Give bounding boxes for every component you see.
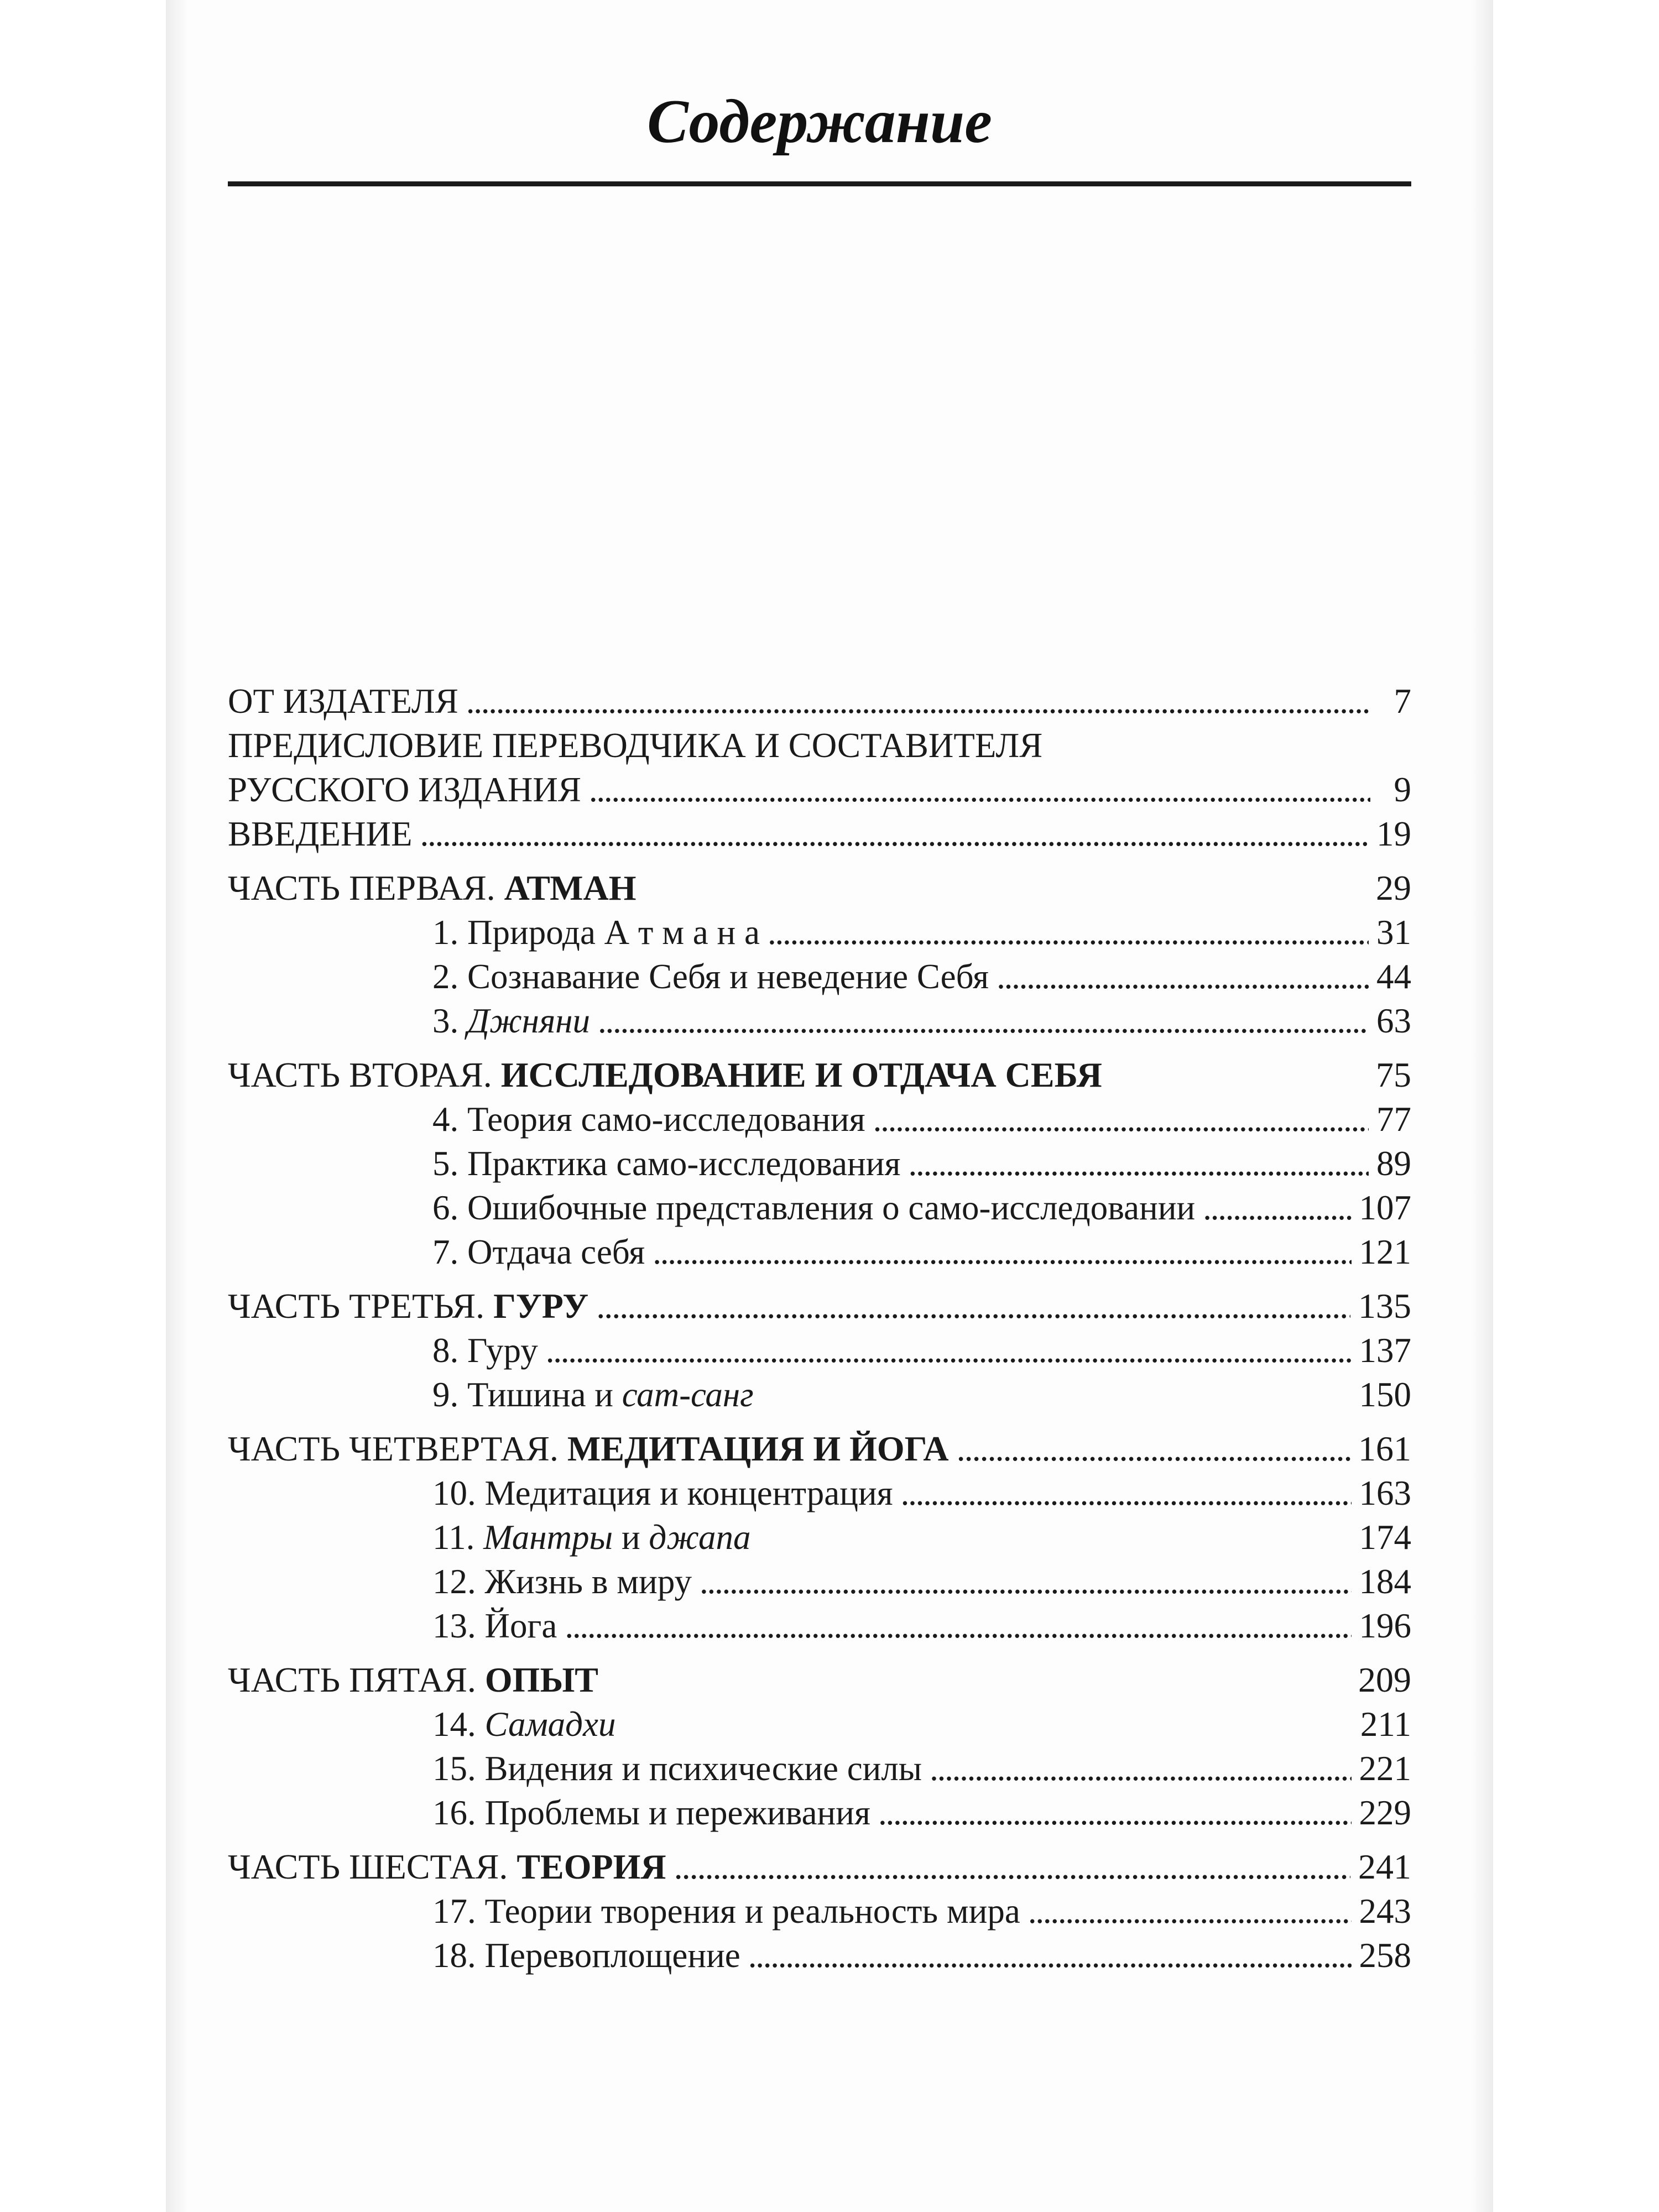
toc-entry-introduction[interactable]	[228, 812, 1411, 856]
toc-page-number: 7	[1394, 682, 1411, 721]
toc-chapter-label: 4. Теория само-исследования	[432, 1100, 865, 1139]
toc-page-number: 163	[1359, 1474, 1411, 1512]
toc-chapter[interactable]	[228, 1097, 1411, 1141]
chapter-number: 14.	[432, 1705, 485, 1744]
toc-chapter-label: 12. Жизнь в миру	[432, 1562, 692, 1601]
toc-page-number: 135	[1358, 1286, 1411, 1326]
toc-chapter[interactable]	[228, 1328, 1411, 1373]
part-name: МЕДИТАЦИЯ И ЙОГА	[567, 1429, 949, 1468]
page-title: Содержание	[647, 87, 992, 156]
toc-part-label	[228, 1845, 666, 1889]
chapter-number: 3.	[432, 1001, 467, 1040]
leader-dots	[674, 1845, 1350, 1889]
toc-page-number: 137	[1359, 1331, 1411, 1370]
leader-dots	[700, 1559, 1352, 1604]
toc-chapter[interactable]	[228, 1230, 1411, 1274]
toc-chapter-label: 5. Практика само-исследования	[432, 1144, 901, 1183]
section-gap	[228, 1835, 1411, 1845]
chapter-title-italic: Мантры	[483, 1518, 613, 1557]
toc-chapter-label: 18. Перевоплощение	[432, 1936, 740, 1975]
part-name: ОПЫТ	[484, 1660, 598, 1699]
toc-chapter[interactable]	[228, 1515, 1411, 1559]
chapter-title-italic: сат-санг	[622, 1375, 754, 1414]
chapter-title-italic: Самадхи	[484, 1705, 616, 1744]
toc-page-number: 89	[1376, 1144, 1411, 1183]
toc-chapter[interactable]	[228, 1559, 1411, 1604]
toc-chapter-label: 16. Проблемы и переживания	[432, 1793, 870, 1832]
toc-chapter-label	[432, 999, 590, 1043]
toc-page-number: 196	[1359, 1606, 1411, 1645]
toc-chapter-label	[432, 1515, 751, 1559]
toc-page-number: 221	[1359, 1749, 1411, 1788]
section-gap	[228, 856, 1411, 866]
chapter-number: 9. Тишина и	[432, 1375, 622, 1414]
leader-dots	[598, 999, 1369, 1043]
leader-dots	[748, 1933, 1352, 1978]
title-rule	[228, 181, 1411, 186]
toc-part-2[interactable]	[228, 1053, 1411, 1097]
toc-part-label	[228, 1053, 1102, 1097]
section-gap	[228, 1043, 1411, 1053]
toc-page-number: 77	[1376, 1100, 1411, 1139]
table-of-contents	[228, 679, 1411, 1978]
toc-page-number: 209	[1358, 1660, 1411, 1699]
part-prefix: ЧАСТЬ ТРЕТЬЯ.	[228, 1286, 494, 1326]
toc-page-number: 161	[1358, 1429, 1411, 1468]
part-name: АТМАН	[504, 868, 637, 907]
page-edge-shadow-left	[166, 0, 188, 2212]
toc-part-1[interactable]	[228, 866, 1411, 910]
toc-page-number: 211	[1360, 1705, 1411, 1744]
toc-entry-label: ОТ ИЗДАТЕЛЯ	[228, 682, 458, 721]
toc-page-number: 44	[1376, 957, 1411, 996]
toc-chapter-label: 1. Природа А т м а н а	[432, 913, 760, 952]
toc-chapter[interactable]	[228, 999, 1411, 1043]
chapter-title-italic: Джняни	[467, 1001, 590, 1040]
toc-page-number: 63	[1376, 1001, 1411, 1040]
page-edge-shadow-right	[1471, 0, 1493, 2212]
leader-dots	[466, 679, 1370, 723]
toc-page-number: 243	[1359, 1892, 1411, 1931]
leader-dots	[653, 1230, 1351, 1274]
part-prefix: ЧАСТЬ ПЯТАЯ.	[228, 1660, 485, 1699]
toc-part-label	[228, 866, 636, 910]
toc-chapter[interactable]	[228, 1471, 1411, 1515]
toc-part-label	[228, 1284, 588, 1328]
leader-dots	[565, 1604, 1351, 1648]
toc-part-6[interactable]	[228, 1845, 1411, 1889]
toc-entry-label: ВВЕДЕНИЕ	[228, 815, 413, 853]
part-prefix: ЧАСТЬ ПЕРВАЯ.	[228, 868, 504, 907]
toc-page-number: 150	[1359, 1375, 1411, 1414]
part-prefix: ЧАСТЬ ВТОРАЯ.	[228, 1055, 501, 1094]
toc-entry-label: ПРЕДИСЛОВИЕ ПЕРЕВОДЧИКА И СОСТАВИТЕЛЯ	[228, 726, 1043, 765]
leader-dots	[1028, 1889, 1352, 1933]
toc-chapter-label	[432, 1702, 616, 1746]
part-prefix: ЧАСТЬ ШЕСТАЯ.	[228, 1847, 517, 1886]
section-gap	[228, 1274, 1411, 1284]
toc-chapter[interactable]	[228, 1933, 1411, 1978]
toc-chapter-label: 15. Видения и психические силы	[432, 1749, 922, 1788]
leader-dots	[596, 1284, 1350, 1328]
toc-page-number: 241	[1358, 1847, 1411, 1886]
part-name: ИССЛЕДОВАНИЕ И ОТДАЧА СЕБЯ	[500, 1055, 1102, 1094]
toc-chapter[interactable]	[228, 954, 1411, 999]
toc-chapter-label	[432, 1373, 754, 1417]
toc-chapter[interactable]	[228, 1791, 1411, 1835]
toc-chapter-label: 10. Медитация и концентрация	[432, 1474, 893, 1512]
toc-part-label	[228, 1658, 598, 1702]
toc-chapter[interactable]	[228, 1746, 1411, 1791]
leader-dots	[930, 1746, 1351, 1791]
toc-page-number: 174	[1359, 1518, 1411, 1557]
toc-chapter[interactable]	[228, 1186, 1411, 1230]
toc-chapter[interactable]	[228, 1373, 1411, 1417]
leader-dots	[546, 1328, 1352, 1373]
toc-part-label	[228, 1427, 949, 1471]
toc-page-number: 121	[1359, 1233, 1411, 1271]
toc-entry-label: РУССКОГО ИЗДАНИЯ	[228, 770, 581, 809]
toc-chapter-label: 17. Теории творения и реальность мира	[432, 1892, 1020, 1931]
toc-chapter[interactable]	[228, 1889, 1411, 1933]
leader-dots	[997, 954, 1369, 999]
toc-page-number: 229	[1359, 1793, 1411, 1832]
toc-part-4[interactable]	[228, 1427, 1411, 1471]
section-gap	[228, 1648, 1411, 1658]
toc-page-number: 19	[1376, 815, 1411, 853]
leader-dots	[1203, 1186, 1351, 1230]
toc-page-number: 31	[1376, 913, 1411, 952]
toc-entry-publisher[interactable]	[228, 679, 1411, 723]
leader-dots	[908, 1141, 1369, 1186]
toc-page-number: 29	[1376, 868, 1411, 907]
toc-chapter-label: 7. Отдача себя	[432, 1233, 645, 1271]
leader-dots	[957, 1427, 1350, 1471]
toc-part-3[interactable]	[228, 1284, 1411, 1328]
part-prefix: ЧАСТЬ ЧЕТВЕРТАЯ.	[228, 1429, 567, 1468]
toc-entry-preface-line2[interactable]	[228, 768, 1411, 812]
toc-chapter[interactable]	[228, 1702, 1411, 1746]
leader-dots	[873, 1097, 1369, 1141]
leader-dots	[420, 812, 1369, 856]
toc-chapter-label: 8. Гуру	[432, 1331, 538, 1370]
toc-chapter[interactable]	[228, 1141, 1411, 1186]
toc-page-number: 107	[1359, 1188, 1411, 1227]
toc-part-5[interactable]	[228, 1658, 1411, 1702]
toc-chapter-label: 13. Йога	[432, 1606, 557, 1645]
toc-page-number: 9	[1394, 770, 1411, 809]
part-name: ГУРУ	[493, 1286, 589, 1326]
leader-dots	[878, 1791, 1352, 1835]
toc-chapter-label: 6. Ошибочные представления о само-исследовании	[432, 1188, 1196, 1227]
toc-page-number: 75	[1376, 1055, 1411, 1094]
chapter-number: 11.	[432, 1518, 484, 1557]
leader-dots	[768, 910, 1369, 954]
chapter-title-conjunction: и	[613, 1518, 649, 1557]
toc-page-number: 184	[1359, 1562, 1411, 1601]
part-name: ТЕОРИЯ	[517, 1847, 666, 1886]
leader-dots	[589, 768, 1370, 812]
toc-page-number: 258	[1359, 1936, 1411, 1975]
toc-entry-preface-line1[interactable]	[228, 723, 1411, 768]
toc-chapter-label: 2. Сознавание Себя и неведение Себя	[432, 957, 989, 996]
toc-chapter[interactable]	[228, 1604, 1411, 1648]
toc-chapter[interactable]	[228, 910, 1411, 954]
leader-dots	[901, 1471, 1352, 1515]
section-gap	[228, 1417, 1411, 1427]
chapter-title-italic: джапа	[649, 1518, 751, 1557]
